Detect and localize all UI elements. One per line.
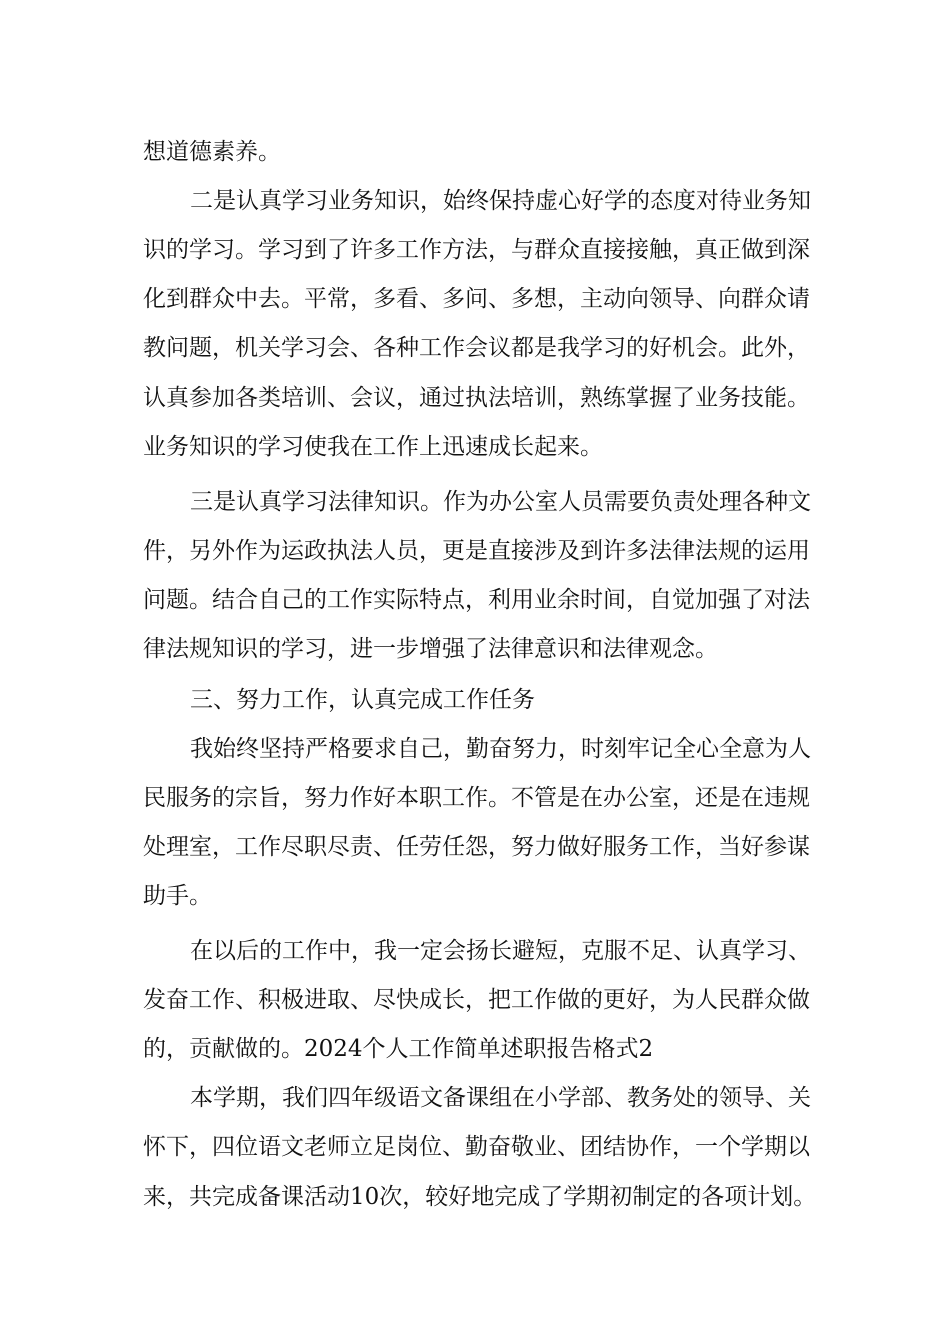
text-line: 处理室，工作尽职尽责、任劳任怨，努力做好服务工作，当好参谋 [143, 834, 810, 860]
text-line: 民服务的宗旨，努力作好本职工作。不管是在办公室，还是在违规 [143, 785, 810, 811]
text-line: 问题。结合自己的工作实际特点，利用业余时间，自觉加强了对法 [143, 587, 810, 613]
text-line: 化到群众中去。平常，多看、多问、多想，主动向领导、向群众请 [143, 286, 810, 312]
paragraph-first-line: 我始终坚持严格要求自己，勤奋努力，时刻牢记全心全意为人 [190, 736, 811, 762]
text-line: 来，共完成备课活动10次，较好地完成了学期初制定的各项计划。 [143, 1184, 817, 1210]
text-line: 件，另外作为运政执法人员，更是直接涉及到许多法律法规的运用 [143, 538, 810, 564]
text-line: 怀下，四位语文老师立足岗位、勤奋敬业、团结协作，一个学期以 [143, 1134, 810, 1160]
paragraph-first-line: 本学期，我们四年级语文备课组在小学部、教务处的领导、关 [190, 1085, 811, 1111]
paragraph-first-line: 二是认真学习业务知识，始终保持虚心好学的态度对待业务知 [190, 188, 811, 214]
text-line: 的，贡献做的。2024个人工作简单述职报告格式2 [143, 1036, 654, 1062]
text-line: 律法规知识的学习，进一步增强了法律意识和法律观念。 [143, 636, 718, 662]
text-line: 助手。 [143, 883, 212, 909]
text-line: 业务知识的学习使我在工作上迅速成长起来。 [143, 434, 603, 460]
text-line: 教问题，机关学习会、各种工作会议都是我学习的好机会。此外， [143, 335, 810, 361]
text-line: 认真参加各类培训、会议，通过执法培训，熟练掌握了业务技能。 [143, 385, 810, 411]
section-heading: 三、努力工作，认真完成工作任务 [190, 687, 535, 713]
paragraph-first-line: 三是认真学习法律知识。作为办公室人员需要负责处理各种文 [190, 489, 811, 515]
text-line: 识的学习。学习到了许多工作方法，与群众直接接触，真正做到深 [143, 237, 810, 263]
text-line: 发奋工作、积极进取、尽快成长，把工作做的更好，为人民群众做 [143, 987, 810, 1013]
paragraph-first-line: 在以后的工作中，我一定会扬长避短，克服不足、认真学习、 [190, 938, 811, 964]
text-line: 想道德素养。 [143, 139, 281, 165]
